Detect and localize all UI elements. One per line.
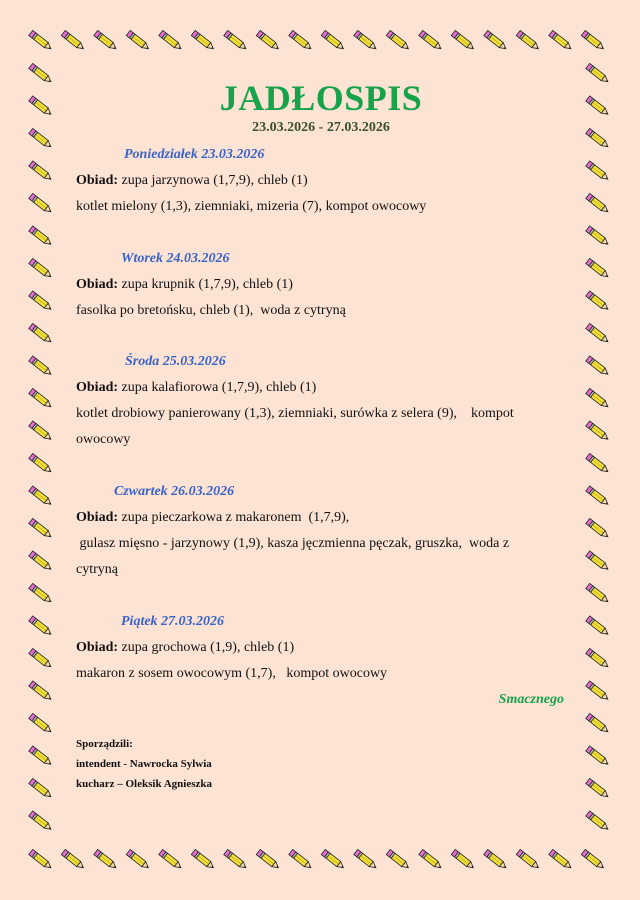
menu-line: Obiad: zupa jarzynowa (1,7,9), chleb (1) [76,173,308,188]
pencil-icon [586,63,610,84]
pencil-icon [549,849,573,870]
pencil-icon [29,193,53,214]
pencil-icon [29,518,53,539]
menu-line: Obiad: zupa grochowa (1,9), chleb (1) [76,640,295,655]
pencil-icon [586,453,610,474]
pencil-icon [586,421,610,442]
menu-line: kotlet drobiowy panierowany (1,3), ziemniaki, surówka z selera (9), kompot [76,406,514,421]
menu-line: owocowy [76,432,131,447]
pencil-icon [289,30,313,51]
pencil-icon [29,713,53,734]
date-range: 23.03.2026 - 27.03.2026 [252,120,390,135]
page-title: JADŁOSPIS [219,78,423,118]
menu-line: cytryną [76,562,118,577]
pencil-icon [29,323,53,344]
pencil-icon [94,30,118,51]
pencil-icon [29,583,53,604]
pencil-icon [586,161,610,182]
pencil-icon [29,356,53,377]
pencil-icon [419,30,443,51]
day-heading-thursday: Czwartek 26.03.2026 [114,484,235,499]
pencil-icon [29,849,53,870]
day-heading-tuesday: Wtorek 24.03.2026 [121,251,230,266]
pencil-icon [586,616,610,637]
menu-line: Obiad: zupa krupnik (1,7,9), chleb (1) [76,277,293,292]
pencil-icon [354,30,378,51]
pencil-icon [586,648,610,669]
menu-line: Obiad: zupa kalafiorowa (1,7,9), chleb (1) [76,380,317,395]
pencil-icon [29,128,53,149]
pencil-icon [484,849,508,870]
pencil-icon [224,30,248,51]
pencil-icon [386,849,410,870]
pencil-icon [586,323,610,344]
pencil-icon [586,356,610,377]
pencil-icon [29,648,53,669]
pencil-icon [29,681,53,702]
pencil-icon [29,258,53,279]
pencil-icon [29,161,53,182]
menu-line: kotlet mielony (1,3), ziemniaki, mizeria (7), kompot owocowy [76,199,427,214]
pencil-icon [586,681,610,702]
day-heading-friday: Piątek 27.03.2026 [121,614,225,629]
day-heading-wednesday: Środa 25.03.2026 [125,354,226,369]
pencil-icon [516,849,540,870]
prepared-line-2: kucharz – Oleksik Agnieszka [76,778,212,790]
pencil-icon [61,849,85,870]
pencil-icon [354,849,378,870]
pencil-icon [586,258,610,279]
pencil-icon [224,849,248,870]
pencil-icon [451,849,475,870]
pencil-icon [29,30,53,51]
pencil-icon [586,551,610,572]
pencil-icon [586,746,610,767]
pencil-icon [586,128,610,149]
prepared-line-1: intendent - Nawrocka Sylwia [76,758,212,770]
pencil-icon [29,746,53,767]
pencil-icon [586,193,610,214]
pencil-icon [159,30,183,51]
pencil-icon [29,291,53,312]
menu-line: gulasz mięsno - jarzynowy (1,9), kasza jęczmienna pęczak, gruszka, woda z [76,536,510,551]
prepared-label: Sporządzili: [76,738,133,750]
pencil-icon [516,30,540,51]
pencil-icon [586,291,610,312]
pencil-icon [29,811,53,832]
pencil-icon [29,453,53,474]
pencil-icon [94,849,118,870]
pencil-icon [159,849,183,870]
menu-line: makaron z sosem owocowym (1,7), kompot owocowy [76,666,388,681]
pencil-icon [29,616,53,637]
pencil-icon [586,226,610,247]
pencil-icon [321,849,345,870]
pencil-icon [586,486,610,507]
pencil-icon [29,388,53,409]
pencil-icon [29,486,53,507]
pencil-icon [29,226,53,247]
menu-line: Obiad: zupa pieczarkowa z makaronem (1,7,9), [76,510,350,525]
pencil-icon [191,849,215,870]
pencil-icon [61,30,85,51]
pencil-icon [419,849,443,870]
menu-line: fasolka po bretońsku, chleb (1), woda z cytryną [76,303,346,318]
pencil-icon [29,96,53,117]
pencil-icon [549,30,573,51]
pencil-icon [586,583,610,604]
pencil-icon [126,849,150,870]
pencil-icon [586,518,610,539]
pencil-icon [586,388,610,409]
pencil-icon [586,778,610,799]
pencil-icon [586,713,610,734]
pencil-icon [386,30,410,51]
pencil-icon [451,30,475,51]
pencil-icon [29,63,53,84]
closing-text: Smacznego [498,692,564,707]
pencil-icon [29,551,53,572]
pencil-icon [29,421,53,442]
pencil-icon [581,30,605,51]
pencil-icon [586,811,610,832]
pencil-icon [256,849,280,870]
pencil-icon [484,30,508,51]
pencil-icon [256,30,280,51]
pencil-icon [29,778,53,799]
pencil-icon [586,96,610,117]
pencil-icon [581,849,605,870]
day-heading-monday: Poniedziałek 23.03.2026 [124,147,265,162]
pencil-icon [289,849,313,870]
pencil-icon [191,30,215,51]
pencil-icon [321,30,345,51]
pencil-icon [126,30,150,51]
